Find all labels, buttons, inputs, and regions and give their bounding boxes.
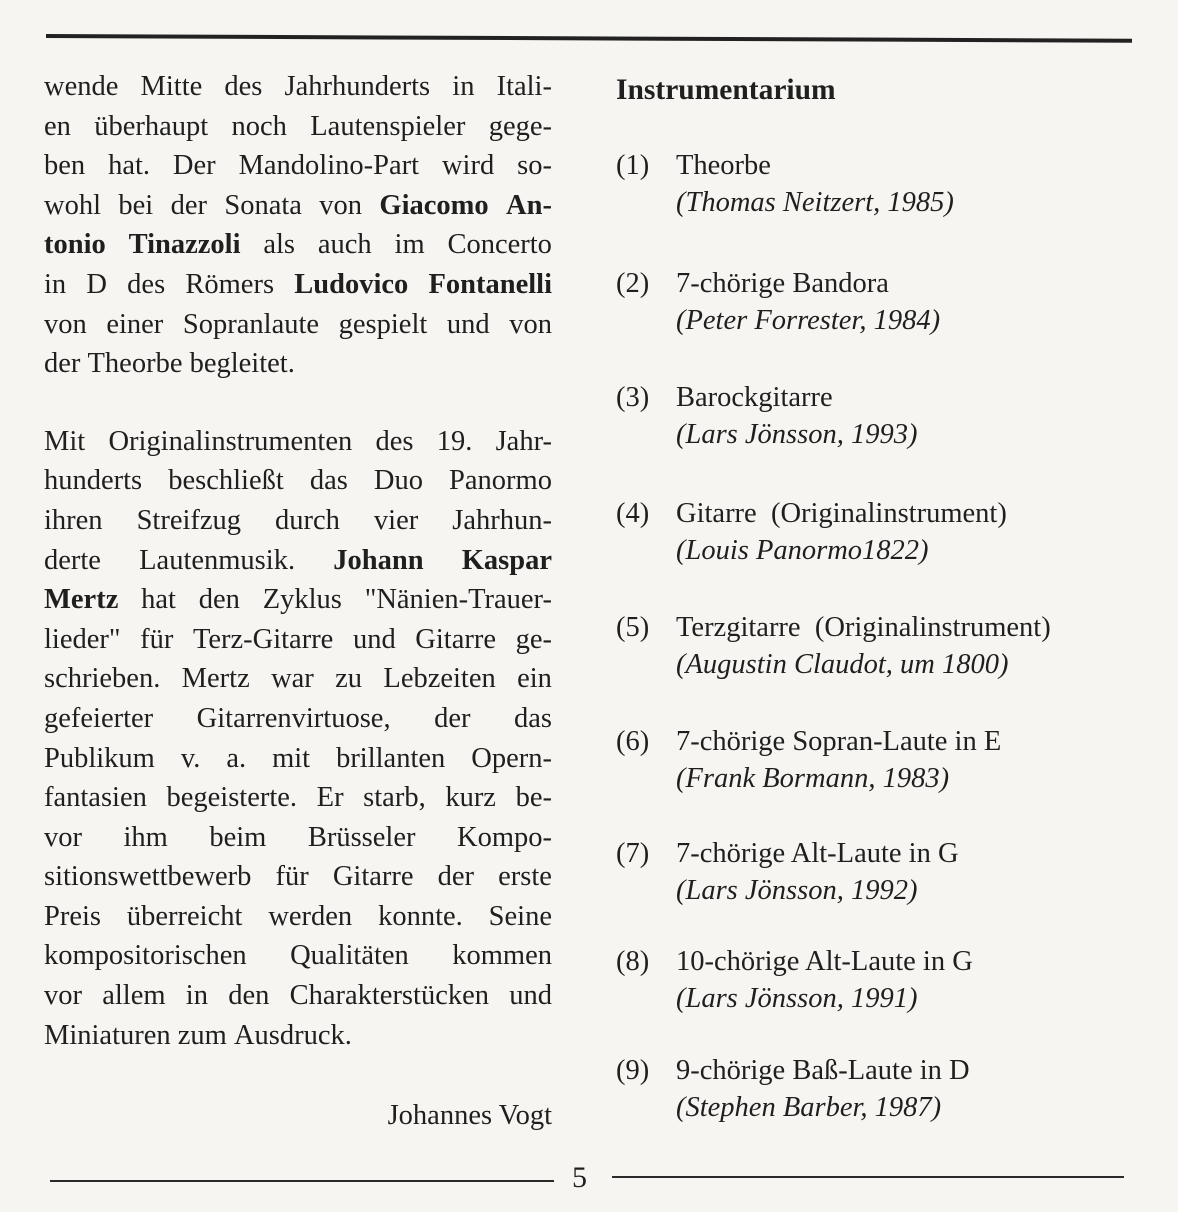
word: der — [44, 348, 88, 380]
word: und — [509, 980, 552, 1012]
word: Publikum — [44, 742, 155, 774]
word: gefeierter — [44, 702, 154, 734]
word: starb, — [363, 782, 426, 814]
word: des — [127, 268, 166, 300]
word: Jahr- — [495, 425, 552, 457]
text-line — [44, 67, 552, 107]
text-line — [44, 699, 552, 739]
word: Der — [172, 150, 216, 182]
word: be- — [515, 782, 552, 814]
word: von — [319, 189, 363, 221]
text-line — [44, 186, 552, 226]
word: begeisterte. — [166, 782, 298, 814]
word: Itali- — [496, 71, 552, 102]
word: das — [309, 465, 348, 497]
text-line — [44, 620, 552, 660]
instrument-maker: (Stephen Barber, 1987) — [676, 1092, 942, 1123]
word: Fontanelli — [428, 268, 552, 300]
word: auch — [317, 229, 372, 261]
instrument-number: (1) — [616, 150, 650, 181]
word: kompositorischen — [44, 940, 247, 972]
word: von — [44, 308, 87, 340]
instrument-name: Barockgitarre — [676, 382, 833, 413]
word: derte — [44, 544, 101, 576]
word: mit — [272, 742, 311, 774]
text-line — [44, 1016, 552, 1056]
text-line — [44, 305, 552, 345]
text-line — [44, 659, 552, 699]
instrument-maker: (Lars Jönsson, 1991) — [676, 983, 918, 1014]
word: der — [437, 861, 475, 893]
word: Mertz — [181, 663, 250, 695]
word: vier — [373, 504, 419, 536]
word: tonio — [44, 229, 106, 261]
text-line — [44, 422, 552, 462]
word: der — [434, 702, 471, 734]
word: der — [170, 189, 207, 221]
word: allem — [102, 980, 166, 1012]
text-line — [44, 344, 552, 384]
footer-rule-right — [612, 1176, 1124, 1178]
word: des — [375, 425, 414, 457]
instrument-name: 9-chörige Baß-Laute in D — [676, 1055, 970, 1086]
word: Lautenmusik. — [139, 544, 296, 576]
page-number: 5 — [572, 1161, 587, 1194]
word: zum — [177, 1019, 234, 1051]
word: ihm — [123, 821, 168, 853]
instrument-name: 7-chörige Sopran-Laute in E — [676, 726, 1002, 757]
word: überhaupt — [94, 110, 209, 142]
top-divider-rule — [46, 34, 1132, 43]
instrument-number: (6) — [616, 726, 650, 757]
word: war — [271, 663, 314, 695]
text-line — [44, 580, 552, 620]
word: Brüsseler — [307, 821, 416, 853]
word: im — [394, 229, 425, 261]
instrument-number: (2) — [616, 268, 650, 299]
word: ge- — [515, 623, 552, 655]
word: Sonata — [224, 189, 302, 221]
text-line — [44, 857, 552, 897]
word: beim — [209, 821, 267, 853]
author-signature: Johannes Vogt — [387, 1100, 552, 1131]
instrument-maker: (Thomas Neitzert, 1985) — [676, 187, 954, 218]
word: gespielt — [338, 308, 428, 340]
word: sitionswettbewerb — [44, 861, 252, 893]
word: kurz — [445, 782, 496, 814]
word: in — [185, 980, 208, 1012]
instrument-list-column — [616, 70, 1136, 1123]
instrument-maker: (Lars Jönsson, 1992) — [676, 875, 918, 906]
instrument-name: Theorbe — [676, 150, 771, 181]
instrument-maker: (Augustin Claudot, um 1800) — [676, 649, 1009, 680]
word: brillanten — [336, 742, 446, 774]
word: schrieben. — [44, 663, 161, 695]
instrument-number: (7) — [616, 838, 650, 869]
word: Zyklus — [262, 584, 342, 616]
word: "Nänien-Trauer- — [364, 584, 552, 616]
word: Gitarre — [332, 861, 414, 893]
word: hunderts — [44, 465, 143, 497]
word: Kompo- — [456, 821, 552, 853]
word: fantasien — [44, 782, 147, 814]
word: als — [263, 229, 296, 261]
word: 19. — [436, 425, 473, 457]
text-line — [44, 461, 552, 501]
instrument-maker: (Peter Forrester, 1984) — [676, 305, 941, 336]
word: Tinazzoli — [128, 229, 241, 261]
word: D — [86, 268, 107, 300]
word: des — [224, 71, 263, 102]
word: Mitte — [140, 71, 203, 102]
word: vor — [44, 980, 82, 1012]
word: den — [228, 980, 270, 1012]
text-line — [44, 265, 552, 305]
word: Ausdruck. — [233, 1019, 352, 1051]
instrument-number: (3) — [616, 382, 650, 413]
instrumentarium-heading: Instrumentarium — [616, 74, 836, 106]
word: den — [198, 584, 240, 616]
word: Sopranlaute — [182, 308, 320, 340]
word: und — [446, 308, 490, 340]
word: wende — [44, 71, 119, 102]
word: Gitarre — [415, 623, 496, 655]
word: Gitarrenvirtuose, — [196, 702, 391, 734]
word: Kaspar — [461, 544, 552, 576]
word: für — [275, 861, 309, 893]
word: Römers — [185, 268, 275, 300]
word: überreicht — [126, 900, 243, 932]
word: Miniaturen — [44, 1019, 178, 1051]
instrument-maker: (Lars Jönsson, 1993) — [676, 419, 918, 450]
word: kommen — [452, 940, 552, 972]
text-line — [44, 976, 552, 1016]
instrument-number: (4) — [616, 498, 650, 529]
word: begleitet. — [189, 348, 295, 380]
word: beschließt — [168, 465, 284, 497]
word: ihren — [44, 504, 103, 536]
word: Johann — [333, 544, 424, 576]
word: Qualitäten — [290, 940, 409, 972]
word: Terz-Gitarre — [192, 623, 334, 655]
word: ein — [517, 663, 552, 695]
word: Jahrhunderts — [284, 71, 431, 102]
footer-rule-left — [50, 1180, 554, 1182]
word: und — [352, 623, 396, 655]
word: Charakterstücken — [289, 980, 489, 1012]
word: Mandolino-Part — [238, 150, 420, 182]
word: Preis — [44, 900, 101, 932]
instrument-name: Gitarre (Originalinstrument) — [676, 498, 1007, 529]
word: einer — [106, 308, 164, 340]
instrument-number: (8) — [616, 946, 650, 977]
word: ben — [44, 150, 86, 182]
word: so- — [517, 150, 552, 182]
word: konnte. — [378, 900, 463, 932]
word: bei — [118, 189, 154, 221]
word: in — [452, 71, 475, 102]
word: noch — [231, 110, 287, 142]
word: Panormo — [449, 465, 552, 497]
word: durch — [275, 504, 340, 536]
instrument-maker: (Louis Panormo1822) — [676, 535, 929, 566]
text-line — [44, 501, 552, 541]
word: erste — [498, 861, 552, 893]
word: en — [44, 110, 71, 142]
word: wohl — [44, 189, 101, 221]
word: a. — [226, 742, 247, 774]
word: Jahrhun- — [452, 504, 552, 536]
instrument-name: 10-chörige Alt-Laute in G — [676, 946, 973, 977]
word: werden — [268, 900, 353, 932]
word: in — [44, 268, 67, 300]
word: Opern- — [471, 742, 552, 774]
word: Mertz — [44, 584, 119, 616]
instrument-name: Terzgitarre (Originalinstrument) — [676, 612, 1051, 643]
word: zu — [335, 663, 363, 695]
word: Lautenspieler — [310, 110, 466, 142]
word: Seine — [488, 900, 552, 932]
text-line — [44, 541, 552, 581]
word: Lebzeiten — [383, 663, 496, 695]
word: das — [513, 702, 552, 734]
word: Originalinstrumenten — [108, 425, 353, 457]
essay-text-column — [44, 67, 552, 1055]
instrument-number: (9) — [616, 1055, 650, 1086]
word: vor — [44, 821, 82, 853]
instrument-name: 7-chörige Alt-Laute in G — [676, 838, 959, 869]
text-line — [44, 146, 552, 186]
text-line — [44, 739, 552, 779]
word: An- — [506, 189, 552, 221]
word: für — [140, 623, 174, 655]
text-line — [44, 778, 552, 818]
word: Duo — [373, 465, 423, 497]
text-line — [44, 225, 552, 265]
word: gege- — [488, 110, 552, 142]
word: Er — [316, 782, 344, 814]
word: lieder" — [44, 623, 121, 655]
word: Theorbe — [87, 348, 190, 380]
word: Ludovico — [294, 268, 409, 300]
word: von — [509, 308, 552, 340]
text-line — [44, 107, 552, 147]
word: Mit — [44, 425, 86, 457]
word: hat — [141, 584, 176, 616]
paragraph-gap — [44, 384, 552, 422]
essay-paragraph-2 — [44, 422, 552, 1056]
text-line — [44, 818, 552, 858]
word: Concerto — [447, 229, 552, 261]
word: v. — [180, 742, 201, 774]
word: Giacomo — [379, 189, 489, 221]
text-line — [44, 936, 552, 976]
instrument-name: 7-chörige Bandora — [676, 268, 889, 299]
word: hat. — [108, 150, 151, 182]
text-line — [44, 897, 552, 937]
essay-paragraph-1 — [44, 67, 552, 384]
word: wird — [441, 150, 495, 182]
instrument-maker: (Frank Bormann, 1983) — [676, 763, 950, 794]
word: Streifzug — [136, 504, 242, 536]
instrument-number: (5) — [616, 612, 650, 643]
